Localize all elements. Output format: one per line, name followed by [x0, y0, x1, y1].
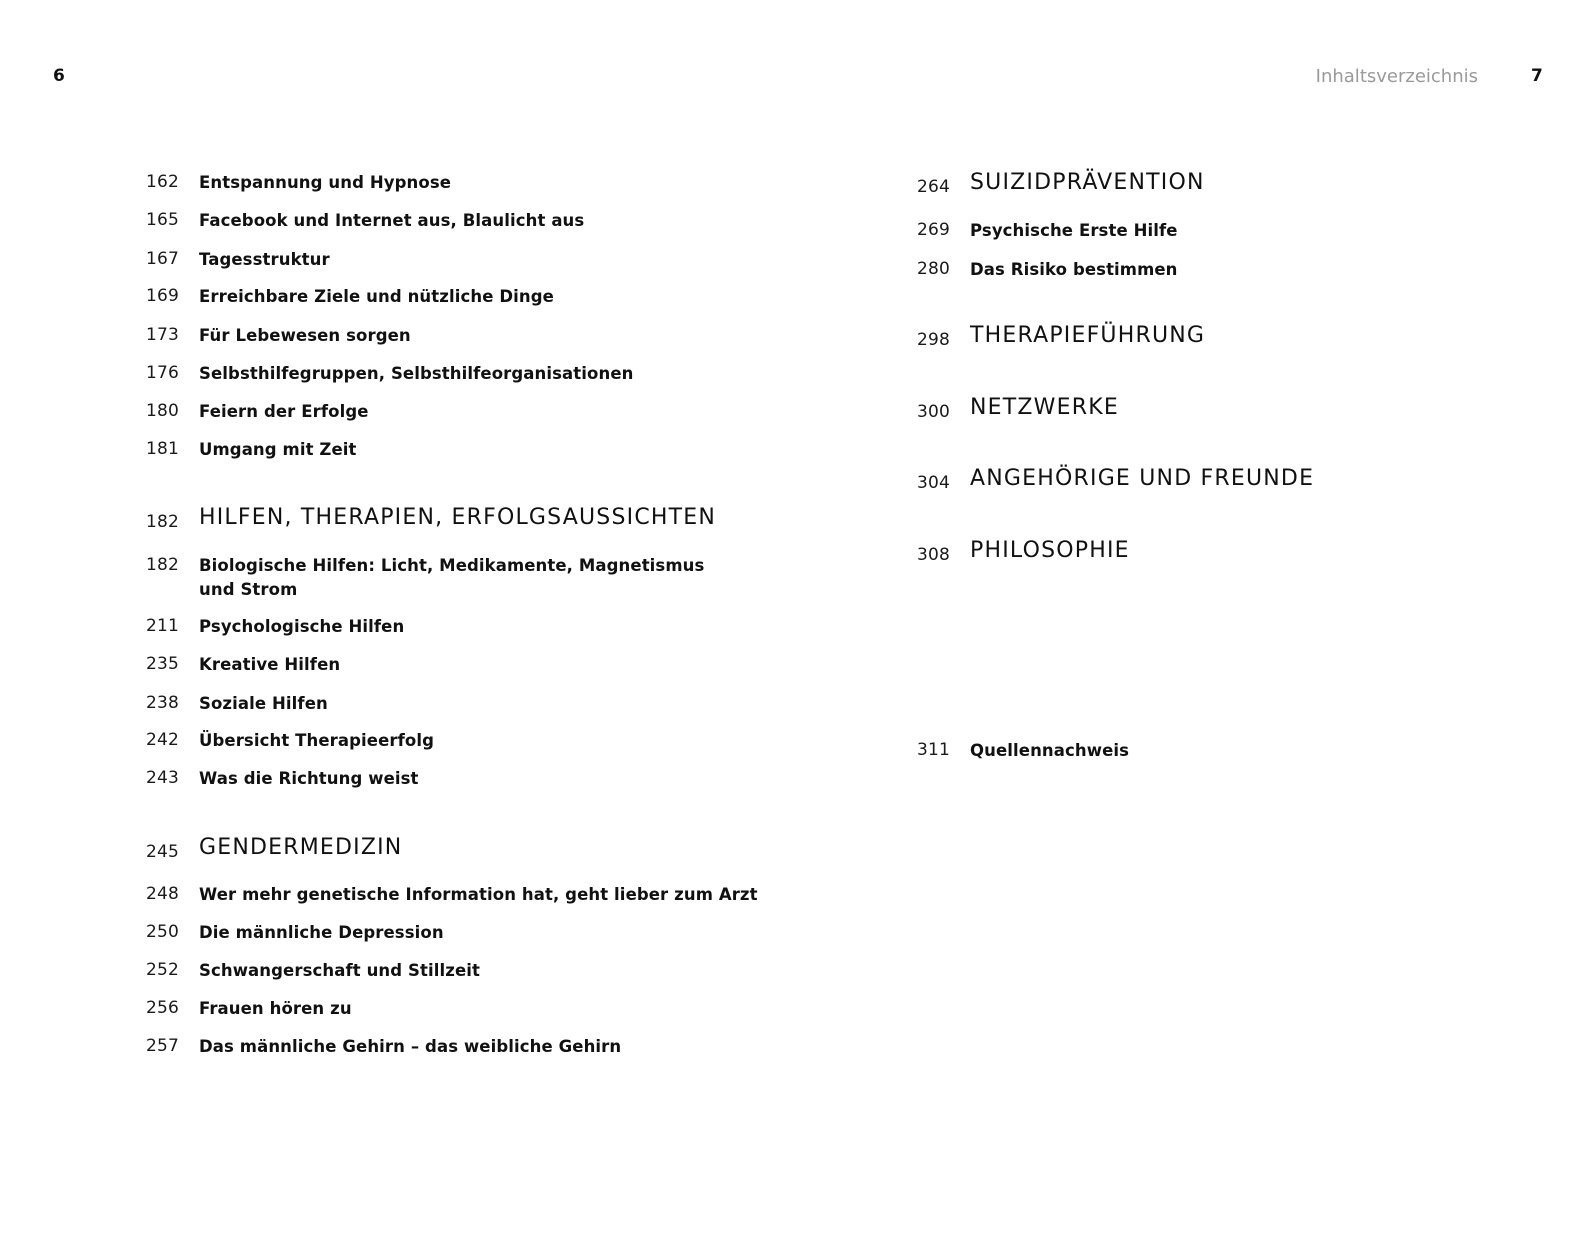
toc-page-number: 176: [146, 363, 180, 383]
toc-page-number: 248: [146, 884, 180, 904]
toc-title: Psychische Erste Hilfe: [970, 221, 1178, 240]
toc-title: Selbsthilfegruppen, Selbsthilfeorganisationen: [199, 364, 634, 383]
toc-title: Was die Richtung weist: [199, 769, 419, 788]
left-page-number: 6: [53, 66, 65, 86]
toc-page-number: 308: [917, 545, 951, 565]
toc-page-number: 245: [146, 842, 180, 862]
toc-page-number: 173: [146, 325, 180, 345]
toc-page-number: 256: [146, 998, 180, 1018]
toc-title: Das männliche Gehirn – das weibliche Gehirn: [199, 1037, 622, 1056]
toc-title: Schwangerschaft und Stillzeit: [199, 961, 480, 980]
toc-page-number: 238: [146, 693, 180, 713]
toc-chapter-title: SUIZIDPRÄVENTION: [970, 170, 1205, 195]
toc-page-number: 250: [146, 922, 180, 942]
toc-title: Psychologische Hilfen: [199, 617, 405, 636]
toc-page-number: 165: [146, 210, 180, 230]
toc-page-number: 235: [146, 654, 180, 674]
toc-page-number: 182: [146, 555, 180, 575]
toc-title: Übersicht Therapieerfolg: [199, 731, 435, 750]
toc-title: Entspannung und Hypnose: [199, 173, 452, 192]
toc-title: Quellennachweis: [970, 741, 1130, 760]
toc-chapter-title: THERAPIEFÜHRUNG: [970, 323, 1206, 348]
toc-page-number: 311: [917, 740, 951, 760]
running-head: Inhaltsverzeichnis: [1315, 66, 1478, 87]
toc-page-number: 304: [917, 473, 951, 493]
toc-page-number: 264: [917, 177, 951, 197]
toc-title: Umgang mit Zeit: [199, 440, 357, 459]
toc-page-number: 182: [146, 512, 180, 532]
toc-page-number: 211: [146, 616, 180, 636]
toc-title: Wer mehr genetische Information hat, geht lieber zum Arzt: [199, 885, 758, 904]
toc-title: Biologische Hilfen: Licht, Medikamente, Magnetismus und Strom: [199, 556, 705, 599]
toc-page-number: 181: [146, 439, 180, 459]
toc-chapter-title: HILFEN, THERAPIEN, ERFOLGSAUSSICHTEN: [199, 505, 717, 530]
toc-page-number: 252: [146, 960, 180, 980]
toc-title: Erreichbare Ziele und nützliche Dinge: [199, 287, 554, 306]
toc-chapter-title: ANGEHÖRIGE UND FREUNDE: [970, 466, 1315, 491]
toc-chapter-title: GENDERMEDIZIN: [199, 835, 403, 860]
toc-page-number: 162: [146, 172, 180, 192]
toc-chapter-title: PHILOSOPHIE: [970, 538, 1130, 563]
toc-page-number: 243: [146, 768, 180, 788]
toc-title: Facebook und Internet aus, Blaulicht aus: [199, 211, 585, 230]
right-page-number: 7: [1531, 66, 1543, 86]
toc-title: Das Risiko bestimmen: [970, 260, 1178, 279]
toc-title: Tagesstruktur: [199, 250, 330, 269]
toc-page-number: 180: [146, 401, 180, 421]
toc-title: Die männliche Depression: [199, 923, 444, 942]
toc-page-number: 169: [146, 286, 180, 306]
toc-page-number: 242: [146, 730, 180, 750]
toc-page-number: 257: [146, 1036, 180, 1056]
toc-page-number: 280: [917, 259, 951, 279]
toc-title: Frauen hören zu: [199, 999, 352, 1018]
toc-page-number: 167: [146, 249, 180, 269]
toc-page-number: 300: [917, 402, 951, 422]
toc-chapter-title: NETZWERKE: [970, 395, 1119, 420]
toc-page-number: 269: [917, 220, 951, 240]
toc-title: Soziale Hilfen: [199, 694, 328, 713]
toc-title: Kreative Hilfen: [199, 655, 341, 674]
toc-title: Feiern der Erfolge: [199, 402, 369, 421]
toc-page-number: 298: [917, 330, 951, 350]
toc-title: Für Lebewesen sorgen: [199, 326, 411, 345]
